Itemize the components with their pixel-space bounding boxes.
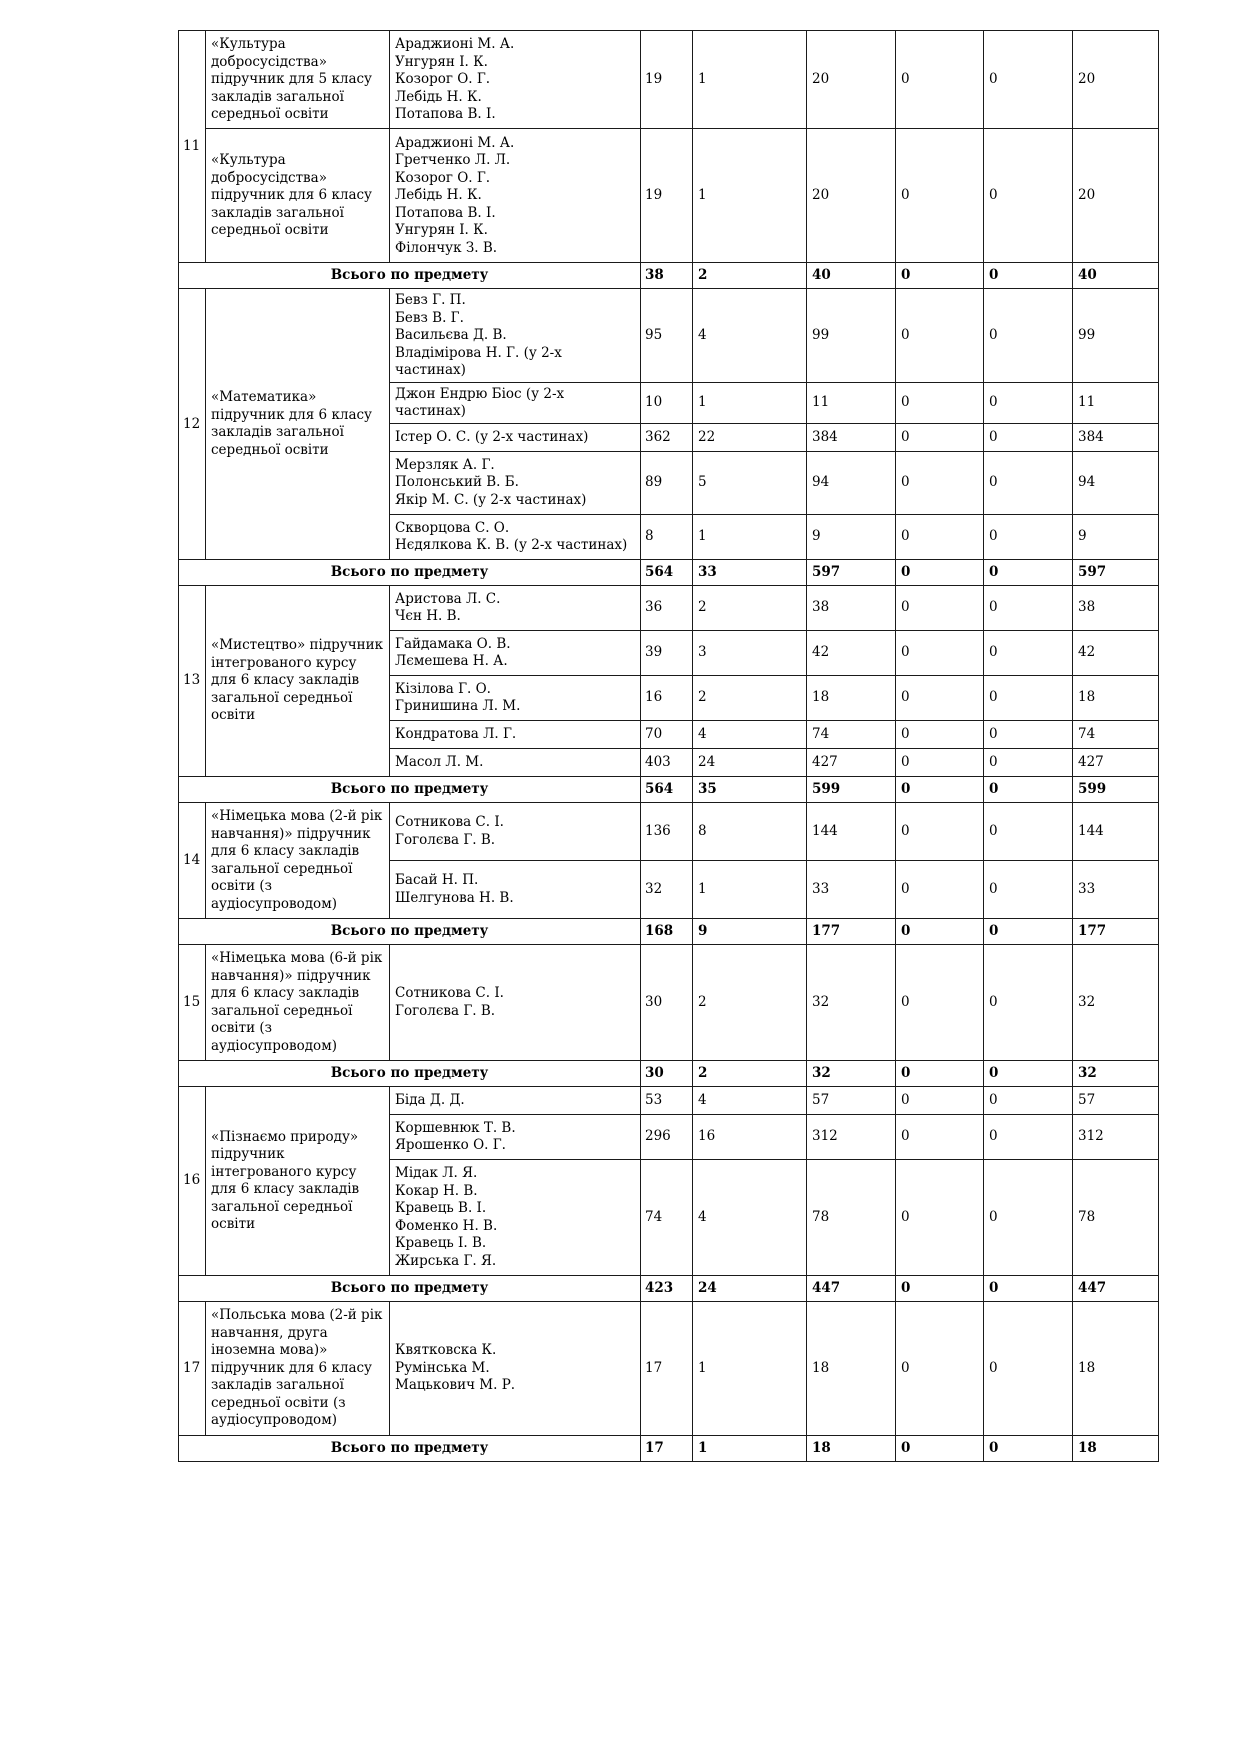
total-quantity-cell: 0: [984, 1275, 1073, 1301]
quantity-cell: 0: [984, 1086, 1073, 1114]
total-quantity-cell: 18: [807, 1435, 896, 1461]
quantity-cell: 4: [693, 1086, 807, 1114]
quantity-cell: 312: [1073, 1114, 1159, 1159]
total-quantity-cell: 32: [807, 1060, 896, 1086]
total-quantity-cell: 1: [693, 1435, 807, 1461]
total-quantity-cell: 2: [693, 1060, 807, 1086]
quantity-cell: 4: [693, 720, 807, 748]
quantity-cell: 1: [693, 514, 807, 559]
authors-cell: Скворцова С. О. Нєдялкова К. В. (у 2-х частинах): [390, 514, 641, 559]
subject-total-label: Всього по предмету: [179, 263, 641, 289]
table-row: [179, 1086, 1159, 1114]
total-quantity-cell: 0: [984, 1435, 1073, 1461]
textbook-title-cell: «Культура добросусідства» підручник для 5 класу закладів загальної середньої освіти: [206, 31, 390, 129]
quantity-cell: 0: [984, 423, 1073, 451]
quantity-cell: 94: [1073, 451, 1159, 514]
item-number-cell: 17: [179, 1301, 206, 1435]
subject-total-row: [179, 776, 1159, 802]
table-row: [179, 802, 1159, 860]
quantity-cell: 384: [1073, 423, 1159, 451]
quantity-cell: 33: [807, 860, 896, 918]
quantity-cell: 0: [896, 451, 984, 514]
quantity-cell: 2: [693, 944, 807, 1060]
quantity-cell: 18: [807, 1301, 896, 1435]
quantity-cell: 95: [641, 289, 693, 383]
quantity-cell: 0: [984, 382, 1073, 423]
total-quantity-cell: 597: [807, 559, 896, 585]
quantity-cell: 89: [641, 451, 693, 514]
quantity-cell: 74: [641, 1159, 693, 1275]
quantity-cell: 0: [984, 675, 1073, 720]
quantity-cell: 427: [807, 748, 896, 776]
total-quantity-cell: 423: [641, 1275, 693, 1301]
quantity-cell: 0: [896, 289, 984, 383]
quantity-cell: 19: [641, 31, 693, 129]
subject-total-label: Всього по предмету: [179, 1275, 641, 1301]
quantity-cell: 70: [641, 720, 693, 748]
quantity-cell: 8: [641, 514, 693, 559]
quantity-cell: 0: [896, 31, 984, 129]
quantity-cell: 1: [693, 1301, 807, 1435]
subject-total-row: [179, 1060, 1159, 1086]
quantity-cell: 39: [641, 630, 693, 675]
quantity-cell: 4: [693, 289, 807, 383]
total-quantity-cell: 0: [896, 263, 984, 289]
quantity-cell: 20: [1073, 129, 1159, 263]
quantity-cell: 94: [807, 451, 896, 514]
quantity-cell: 1: [693, 860, 807, 918]
quantity-cell: 11: [807, 382, 896, 423]
quantity-cell: 74: [807, 720, 896, 748]
textbook-title-cell: «Польська мова (2-й рік навчання, друга іноземна мова)» підручник для 6 класу закладів загальної середньої освіти (з аудіосупроводом): [206, 1301, 390, 1435]
quantity-cell: 1: [693, 129, 807, 263]
quantity-cell: 10: [641, 382, 693, 423]
quantity-cell: 0: [896, 720, 984, 748]
quantity-cell: 19: [641, 129, 693, 263]
total-quantity-cell: 0: [896, 776, 984, 802]
quantity-cell: 0: [896, 860, 984, 918]
quantity-cell: 0: [896, 675, 984, 720]
subject-total-row: [179, 1275, 1159, 1301]
quantity-cell: 0: [896, 944, 984, 1060]
total-quantity-cell: 40: [1073, 263, 1159, 289]
quantity-cell: 20: [1073, 31, 1159, 129]
authors-cell: Басай Н. П. Шелгунова Н. В.: [390, 860, 641, 918]
quantity-cell: 312: [807, 1114, 896, 1159]
subject-total-row: [179, 1435, 1159, 1461]
authors-cell: Масол Л. М.: [390, 748, 641, 776]
quantity-cell: 16: [641, 675, 693, 720]
table-row: [179, 1301, 1159, 1435]
quantity-cell: 42: [807, 630, 896, 675]
total-quantity-cell: 168: [641, 918, 693, 944]
authors-cell: Гайдамака О. В. Лємешева Н. А.: [390, 630, 641, 675]
item-number-cell: 12: [179, 289, 206, 560]
quantity-cell: 0: [896, 514, 984, 559]
total-quantity-cell: 599: [1073, 776, 1159, 802]
textbook-title-cell: «Німецька мова (2-й рік навчання)» підручник для 6 класу закладів загальної середньої освіти (з аудіосупроводом): [206, 802, 390, 918]
total-quantity-cell: 0: [896, 1435, 984, 1461]
quantity-cell: 0: [984, 1114, 1073, 1159]
subject-total-label: Всього по предмету: [179, 1060, 641, 1086]
quantity-cell: 0: [984, 944, 1073, 1060]
textbook-order-table: [178, 30, 1159, 1462]
quantity-cell: 3: [693, 630, 807, 675]
quantity-cell: 22: [693, 423, 807, 451]
authors-cell: Істер О. С. (у 2-х частинах): [390, 423, 641, 451]
quantity-cell: 0: [896, 802, 984, 860]
quantity-cell: 144: [807, 802, 896, 860]
total-quantity-cell: 2: [693, 263, 807, 289]
total-quantity-cell: 0: [984, 776, 1073, 802]
authors-cell: Мідак Л. Я. Кокар Н. В. Кравець В. І. Фоменко Н. В. Кравець І. В. Жирська Г. Я.: [390, 1159, 641, 1275]
quantity-cell: 32: [1073, 944, 1159, 1060]
quantity-cell: 144: [1073, 802, 1159, 860]
subject-total-label: Всього по предмету: [179, 918, 641, 944]
quantity-cell: 0: [896, 1159, 984, 1275]
total-quantity-cell: 0: [896, 559, 984, 585]
table-row: [179, 289, 1159, 383]
quantity-cell: 0: [984, 860, 1073, 918]
quantity-cell: 33: [1073, 860, 1159, 918]
quantity-cell: 32: [641, 860, 693, 918]
total-quantity-cell: 35: [693, 776, 807, 802]
total-quantity-cell: 597: [1073, 559, 1159, 585]
authors-cell: Мерзляк А. Г. Полонський В. Б. Якір М. С. (у 2-х частинах): [390, 451, 641, 514]
quantity-cell: 0: [896, 423, 984, 451]
quantity-cell: 74: [1073, 720, 1159, 748]
quantity-cell: 18: [1073, 675, 1159, 720]
total-quantity-cell: 24: [693, 1275, 807, 1301]
quantity-cell: 16: [693, 1114, 807, 1159]
quantity-cell: 53: [641, 1086, 693, 1114]
authors-cell: Араджионі М. А. Гретченко Л. Л. Козорог О. Г. Лебідь Н. К. Потапова В. І. Унгурян І. К. Філончук З. В.: [390, 129, 641, 263]
authors-cell: Сотникова С. І. Гоголєва Г. В.: [390, 944, 641, 1060]
quantity-cell: 0: [896, 382, 984, 423]
quantity-cell: 36: [641, 585, 693, 630]
total-quantity-cell: 9: [693, 918, 807, 944]
total-quantity-cell: 0: [984, 559, 1073, 585]
textbook-title-cell: «Культура добросусідства» підручник для 6 класу закладів загальної середньої освіти: [206, 129, 390, 263]
quantity-cell: 0: [896, 129, 984, 263]
total-quantity-cell: 564: [641, 559, 693, 585]
quantity-cell: 17: [641, 1301, 693, 1435]
quantity-cell: 0: [896, 585, 984, 630]
total-quantity-cell: 447: [807, 1275, 896, 1301]
quantity-cell: 0: [984, 720, 1073, 748]
textbook-title-cell: «Математика» підручник для 6 класу закладів загальної середньої освіти: [206, 289, 390, 560]
quantity-cell: 8: [693, 802, 807, 860]
authors-cell: Квятковска К. Румінська М. Мацькович М. Р.: [390, 1301, 641, 1435]
quantity-cell: 57: [1073, 1086, 1159, 1114]
quantity-cell: 0: [896, 748, 984, 776]
quantity-cell: 384: [807, 423, 896, 451]
quantity-cell: 0: [984, 1301, 1073, 1435]
quantity-cell: 0: [984, 748, 1073, 776]
textbook-title-cell: «Пізнаємо природу» підручник інтегрованого курсу для 6 класу закладів загальної середньої освіти: [206, 1086, 390, 1275]
quantity-cell: 0: [984, 514, 1073, 559]
total-quantity-cell: 18: [1073, 1435, 1159, 1461]
authors-cell: Араджионі М. А. Унгурян І. К. Козорог О. Г. Лебідь Н. К. Потапова В. І.: [390, 31, 641, 129]
quantity-cell: 362: [641, 423, 693, 451]
authors-cell: Джон Ендрю Біос (у 2-х частинах): [390, 382, 641, 423]
quantity-cell: 0: [896, 1086, 984, 1114]
quantity-cell: 0: [896, 1114, 984, 1159]
quantity-cell: 20: [807, 129, 896, 263]
quantity-cell: 2: [693, 585, 807, 630]
quantity-cell: 0: [896, 1301, 984, 1435]
quantity-cell: 4: [693, 1159, 807, 1275]
total-quantity-cell: 447: [1073, 1275, 1159, 1301]
quantity-cell: 9: [1073, 514, 1159, 559]
total-quantity-cell: 177: [1073, 918, 1159, 944]
textbook-title-cell: «Мистецтво» підручник інтегрованого курсу для 6 класу закладів загальної середньої освіти: [206, 585, 390, 776]
quantity-cell: 0: [984, 585, 1073, 630]
subject-total-label: Всього по предмету: [179, 1435, 641, 1461]
quantity-cell: 78: [807, 1159, 896, 1275]
quantity-cell: 11: [1073, 382, 1159, 423]
quantity-cell: 9: [807, 514, 896, 559]
quantity-cell: 2: [693, 675, 807, 720]
authors-cell: Біда Д. Д.: [390, 1086, 641, 1114]
quantity-cell: 0: [984, 802, 1073, 860]
subject-total-row: [179, 918, 1159, 944]
total-quantity-cell: 0: [896, 1275, 984, 1301]
quantity-cell: 38: [1073, 585, 1159, 630]
item-number-cell: 16: [179, 1086, 206, 1275]
table-row: [179, 129, 1159, 263]
total-quantity-cell: 599: [807, 776, 896, 802]
quantity-cell: 32: [807, 944, 896, 1060]
subject-total-label: Всього по предмету: [179, 776, 641, 802]
quantity-cell: 18: [807, 675, 896, 720]
authors-cell: Коршевнюк Т. В. Ярошенко О. Г.: [390, 1114, 641, 1159]
quantity-cell: 0: [984, 451, 1073, 514]
quantity-cell: 0: [984, 31, 1073, 129]
quantity-cell: 1: [693, 382, 807, 423]
total-quantity-cell: 0: [984, 263, 1073, 289]
quantity-cell: 24: [693, 748, 807, 776]
item-number-cell: 13: [179, 585, 206, 776]
total-quantity-cell: 564: [641, 776, 693, 802]
total-quantity-cell: 0: [896, 918, 984, 944]
subject-total-label: Всього по предмету: [179, 559, 641, 585]
quantity-cell: 18: [1073, 1301, 1159, 1435]
quantity-cell: 57: [807, 1086, 896, 1114]
total-quantity-cell: 0: [984, 918, 1073, 944]
quantity-cell: 0: [984, 630, 1073, 675]
quantity-cell: 0: [984, 289, 1073, 383]
subject-total-row: [179, 559, 1159, 585]
quantity-cell: 30: [641, 944, 693, 1060]
item-number-cell: 11: [179, 31, 206, 263]
total-quantity-cell: 17: [641, 1435, 693, 1461]
total-quantity-cell: 30: [641, 1060, 693, 1086]
quantity-cell: 0: [984, 1159, 1073, 1275]
quantity-cell: 20: [807, 31, 896, 129]
authors-cell: Аристова Л. С. Чєн Н. В.: [390, 585, 641, 630]
quantity-cell: 5: [693, 451, 807, 514]
quantity-cell: 42: [1073, 630, 1159, 675]
quantity-cell: 427: [1073, 748, 1159, 776]
quantity-cell: 1: [693, 31, 807, 129]
authors-cell: Кондратова Л. Г.: [390, 720, 641, 748]
authors-cell: Бевз Г. П. Бевз В. Г. Васильєва Д. В. Владімірова Н. Г. (у 2-х частинах): [390, 289, 641, 383]
quantity-cell: 136: [641, 802, 693, 860]
quantity-cell: 296: [641, 1114, 693, 1159]
quantity-cell: 99: [1073, 289, 1159, 383]
table-row: [179, 585, 1159, 630]
authors-cell: Кізілова Г. О. Гринишина Л. М.: [390, 675, 641, 720]
quantity-cell: 403: [641, 748, 693, 776]
total-quantity-cell: 38: [641, 263, 693, 289]
total-quantity-cell: 33: [693, 559, 807, 585]
quantity-cell: 38: [807, 585, 896, 630]
total-quantity-cell: 32: [1073, 1060, 1159, 1086]
total-quantity-cell: 40: [807, 263, 896, 289]
table-row: [179, 944, 1159, 1060]
total-quantity-cell: 0: [984, 1060, 1073, 1086]
quantity-cell: 78: [1073, 1159, 1159, 1275]
total-quantity-cell: 0: [896, 1060, 984, 1086]
item-number-cell: 15: [179, 944, 206, 1060]
quantity-cell: 0: [896, 630, 984, 675]
textbook-title-cell: «Німецька мова (6-й рік навчання)» підручник для 6 класу закладів загальної середньої освіти (з аудіосупроводом): [206, 944, 390, 1060]
authors-cell: Сотникова С. І. Гоголєва Г. В.: [390, 802, 641, 860]
total-quantity-cell: 177: [807, 918, 896, 944]
table-row: [179, 31, 1159, 129]
subject-total-row: [179, 263, 1159, 289]
item-number-cell: 14: [179, 802, 206, 918]
quantity-cell: 99: [807, 289, 896, 383]
quantity-cell: 0: [984, 129, 1073, 263]
